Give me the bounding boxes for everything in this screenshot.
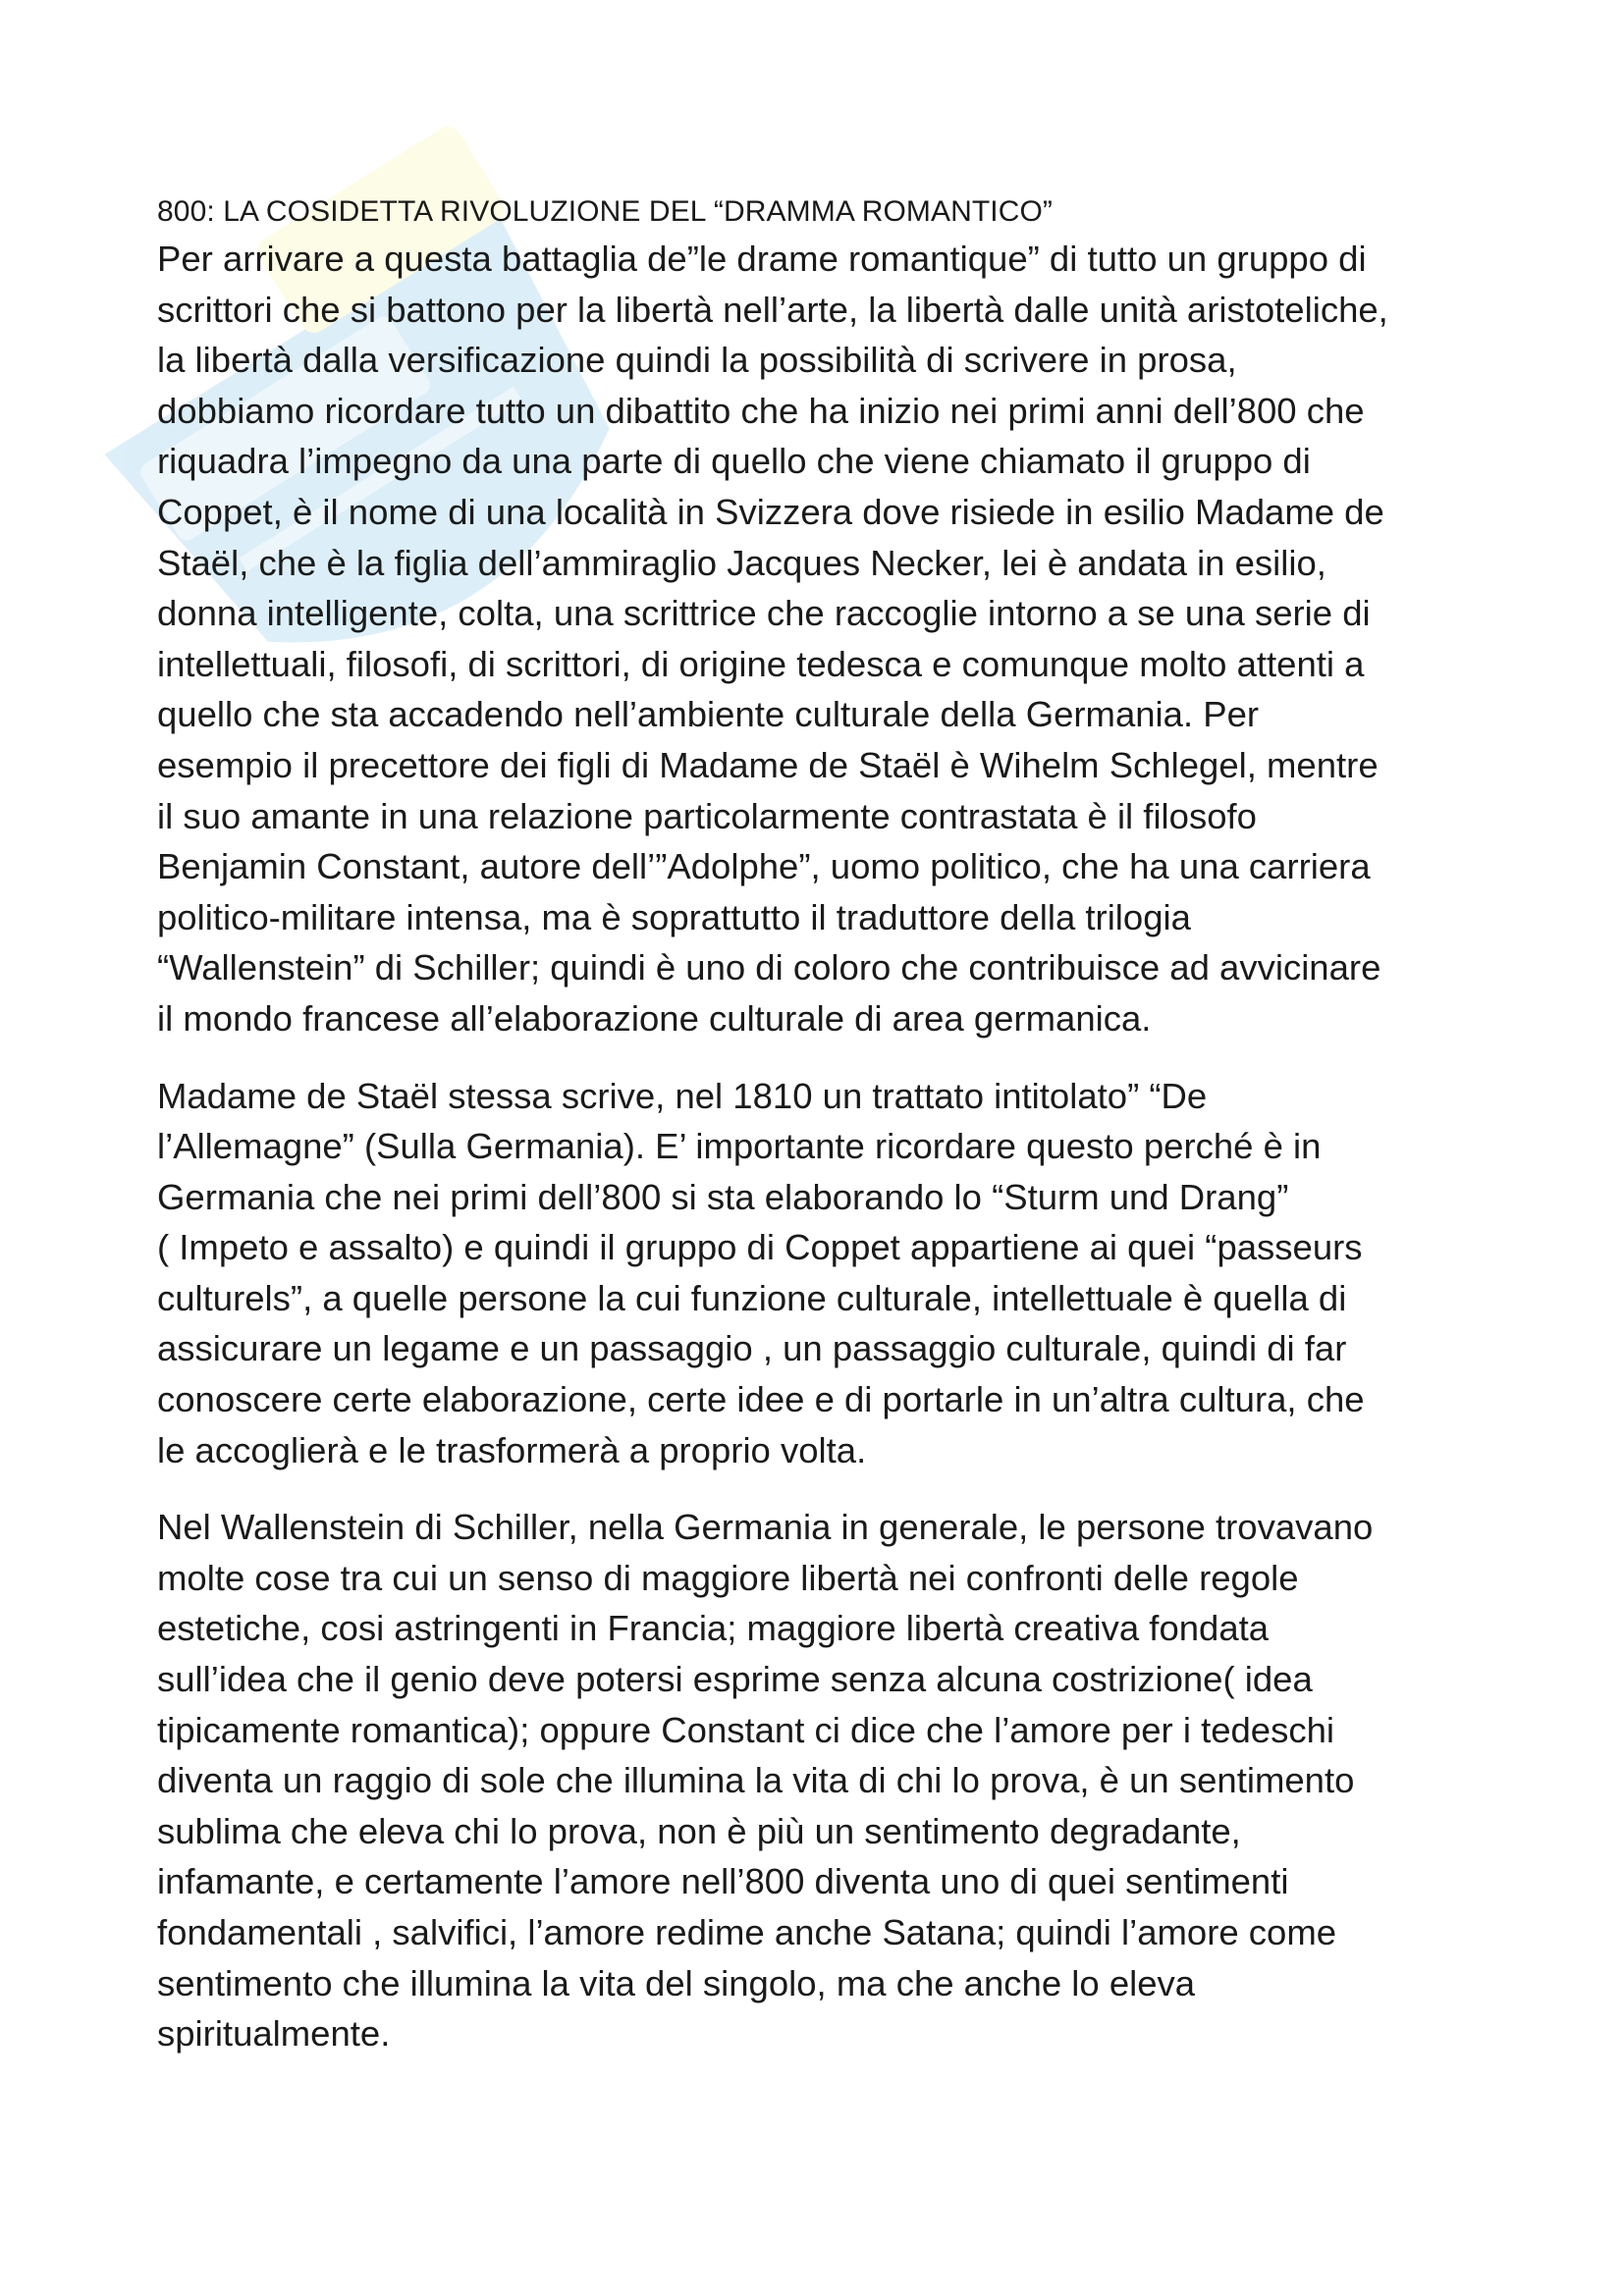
text-line: assicurare un legame e un passaggio , un passaggio culturale, quindi di far xyxy=(157,1328,1347,1369)
text-line: conoscere certe elaborazione, certe idee e di portarle in un’altra cultura, che xyxy=(157,1379,1365,1420)
text-line: sull’idea che il genio deve potersi esprime senza alcuna costrizione( idea xyxy=(157,1659,1313,1700)
paragraph xyxy=(157,1502,1483,2059)
text-line: “Wallenstein” di Schiller; quindi è uno di coloro che contribuisce ad avvicinare xyxy=(157,947,1381,988)
document-page xyxy=(157,192,1483,2059)
paragraph xyxy=(157,1071,1483,1476)
text-line: scrittori che si battono per la libertà nell’arte, la libertà dalle unità aristoteliche, xyxy=(157,289,1388,330)
text-line: Staël, che è la figlia dell’ammiraglio Jacques Necker, lei è andata in esilio, xyxy=(157,542,1326,583)
text-line: Coppet, è il nome di una località in Svizzera dove risiede in esilio Madame de xyxy=(157,491,1384,532)
text-line: sublima che eleva chi lo prova, non è più un sentimento degradante, xyxy=(157,1810,1241,1851)
text-line: spiritualmente. xyxy=(157,2013,391,2055)
text-line: intellettuali, filosofi, di scrittori, di origine tedesca e comunque molto attenti a xyxy=(157,643,1365,684)
text-line: diventa un raggio di sole che illumina la vita di chi lo prova, è un sentimento xyxy=(157,1760,1355,1801)
text-line: estetiche, cosi astringenti in Francia; maggiore libertà creativa fondata xyxy=(157,1608,1270,1649)
text-line: politico-militare intensa, ma è soprattutto il traduttore della trilogia xyxy=(157,896,1191,937)
text-line: tipicamente romantica); oppure Constant ci dice che l’amore per i tedeschi xyxy=(157,1709,1335,1750)
text-line: la libertà dalla versificazione quindi la possibilità di scrivere in prosa, xyxy=(157,340,1237,381)
text-line: ( Impeto e assalto) e quindi il gruppo di Coppet appartiene ai quei “passeurs xyxy=(157,1227,1363,1268)
text-line: Madame de Staël stessa scrive, nel 1810 un trattato intitolato” “De xyxy=(157,1075,1208,1116)
text-line: il mondo francese all’elaborazione culturale di area germanica. xyxy=(157,997,1152,1039)
text-line: culturels”, a quelle persone la cui funzione culturale, intellettuale è quella di xyxy=(157,1277,1347,1318)
document-title: 800: LA COSIDETTA RIVOLUZIONE DEL “DRAMMA ROMANTICO” xyxy=(157,195,1054,228)
text-line: l’Allemagne” (Sulla Germania). E’ importante ricordare questo perché è in xyxy=(157,1126,1322,1167)
text-line: esempio il precettore dei figli di Madame de Staël è Wihelm Schlegel, mentre xyxy=(157,744,1379,785)
text-line: molte cose tra cui un senso di maggiore libertà nei confronti delle regole xyxy=(157,1557,1299,1598)
text-line: infamante, e certamente l’amore nell’800 diventa uno di quei sentimenti xyxy=(157,1861,1289,1902)
text-line: il suo amante in una relazione particolarmente contrastata è il filosofo xyxy=(157,795,1257,836)
text-line: fondamentali , salvifici, l’amore redime anche Satana; quindi l’amore come xyxy=(157,1912,1337,1952)
text-line: dobbiamo ricordare tutto un dibattito che ha inizio nei primi anni dell’800 che xyxy=(157,390,1365,431)
text-line: donna intelligente, colta, una scrittrice che raccoglie intorno a se una serie di xyxy=(157,593,1371,634)
text-line: riquadra l’impegno da una parte di quello che viene chiamato il gruppo di xyxy=(157,441,1311,482)
text-line: Per arrivare a questa battaglia de”le drame romantique” di tutto un gruppo di xyxy=(157,239,1367,279)
text-line: Nel Wallenstein di Schiller, nella Germania in generale, le persone trovavano xyxy=(157,1507,1374,1548)
document-body xyxy=(157,234,1483,2059)
text-line: quello che sta accadendo nell’ambiente culturale della Germania. Per xyxy=(157,694,1260,735)
text-line: Germania che nei primi dell’800 si sta elaborando lo “Sturm und Drang” xyxy=(157,1176,1289,1217)
text-line: le accoglierà e le trasformerà a proprio volta. xyxy=(157,1429,867,1470)
paragraph xyxy=(157,234,1483,1044)
text-line: sentimento che illumina la vita del singolo, ma che anche lo eleva xyxy=(157,1962,1196,2003)
text-line: Benjamin Constant, autore dell’”Adolphe”, uomo politico, che ha una carriera xyxy=(157,846,1371,887)
